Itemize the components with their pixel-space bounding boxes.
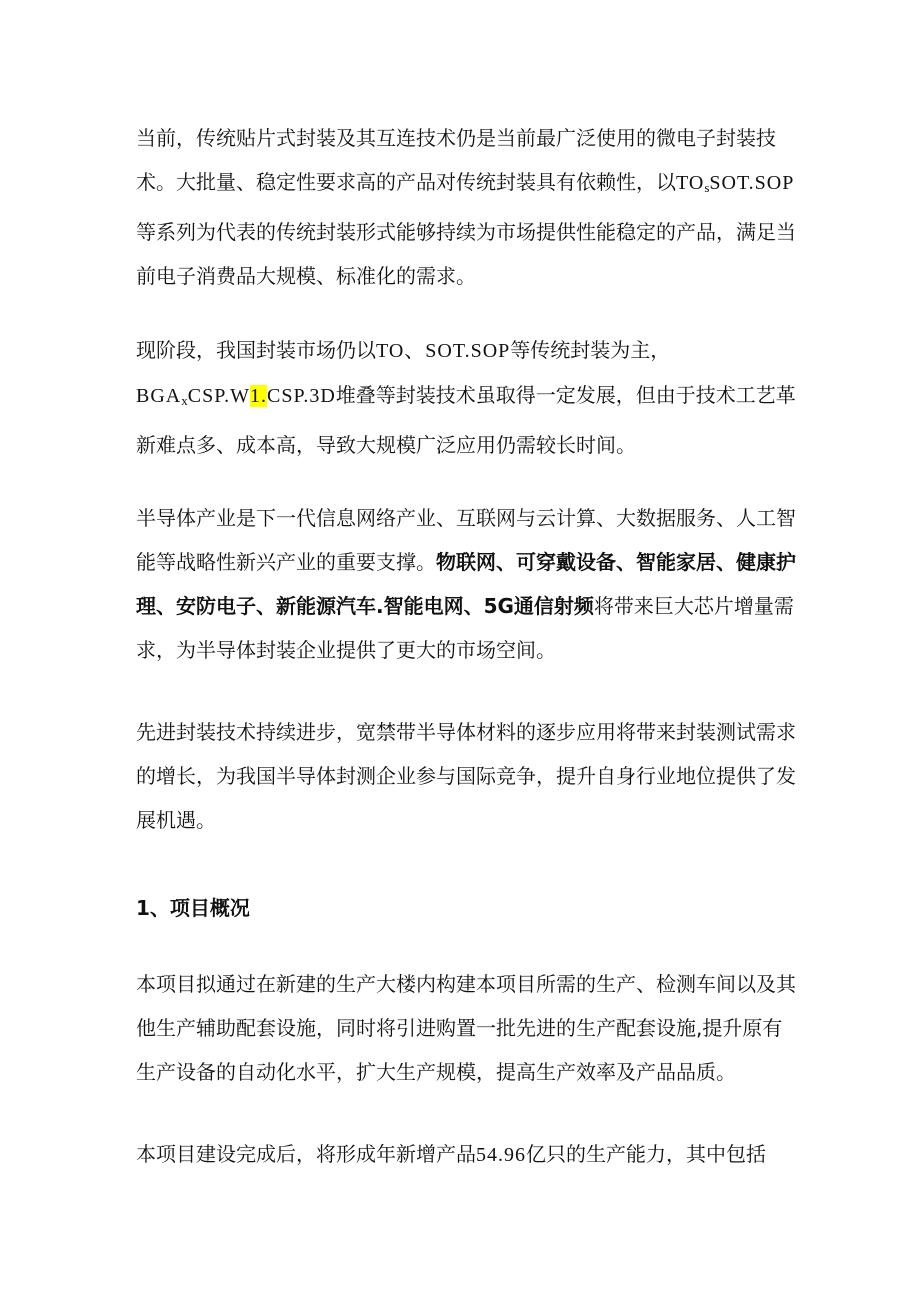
text-run: 先进封装技术持续进步，宽禁带半导体材料的逐步应用将带来封装测试需求的增长，为我国半导体封测企业参与国际竞争，提升自身行业地位提供了发展机遇。 (136, 720, 796, 832)
text-run: 本项目建设完成后，将形成年新增产品 (136, 1142, 476, 1166)
text-run-latin: CSP.W (187, 385, 250, 407)
paragraph-capacity (136, 1132, 796, 1177)
text-run-subscript: x (181, 393, 188, 408)
text-run-latin: SOT.SOP (709, 172, 795, 194)
text-run: 现阶段，我国封装市场仍以 (136, 338, 376, 362)
text-run: 本项目拟通过在新建的生产大楼内构建本项目所需的生产、检测车间以及其他生产辅助配套设施，同时将引进购置一批先进的生产配套设施,提升原有生产设备的自动化水平，扩大生产规模，提高生产效率及产品品质。 (136, 972, 796, 1084)
paragraph-current-market (136, 328, 796, 467)
text-run: 等系列为代表的传统封装形式能够持续为市场提供性能稳定的产品，满足当前电子消费品大规模、标准化的需求。 (136, 220, 796, 288)
section-heading: 1、项目概况 (136, 896, 250, 920)
text-run-latin: TO (676, 172, 705, 194)
paragraph-advanced-packaging (136, 710, 796, 842)
text-run: 当前，传统贴片式封装及其互连技术仍是当前最广泛使用的微电子封装技术。大批量、稳定性要求高的产品对传统封装具有依赖性，以 (136, 126, 776, 194)
text-run-subscript: s (704, 180, 710, 195)
text-run: 将带来巨大芯片增量需求，为半导体封装企业提供了更大的市场空间。 (136, 594, 794, 662)
text-run: 堆叠等封装技术虽取得一定发展，但由于技术工艺革新难点多、成本高，导致大规模广泛应用仍需较长时间。 (136, 383, 796, 457)
text-run-latin: TO、SOT.SOP (376, 340, 511, 362)
text-run-latin: BGA (136, 385, 182, 407)
text-run: 半导体产业是下一代信息网络产业、互联网与云计算、大数据服务、人工智能等战略性新兴产业的重要支撑。 (136, 506, 796, 574)
paragraph-semiconductor-industry (136, 496, 796, 672)
paragraph-project-overview (136, 962, 796, 1094)
highlighted-text: 1. (249, 385, 267, 407)
text-run-latin: CSP.3D (266, 385, 336, 407)
bold-text-run: 物联网、可穿戴设备、智能家居、健康护理、安防电子、新能源汽车.智能电网、5G通信射频 (136, 550, 796, 618)
text-run: 等传统封装为主， (510, 338, 671, 362)
text-run-latin: 54.96 (476, 1144, 526, 1166)
text-run: 亿只的生产能力，其中包括 (526, 1142, 766, 1166)
paragraph-traditional-packaging (136, 116, 796, 298)
